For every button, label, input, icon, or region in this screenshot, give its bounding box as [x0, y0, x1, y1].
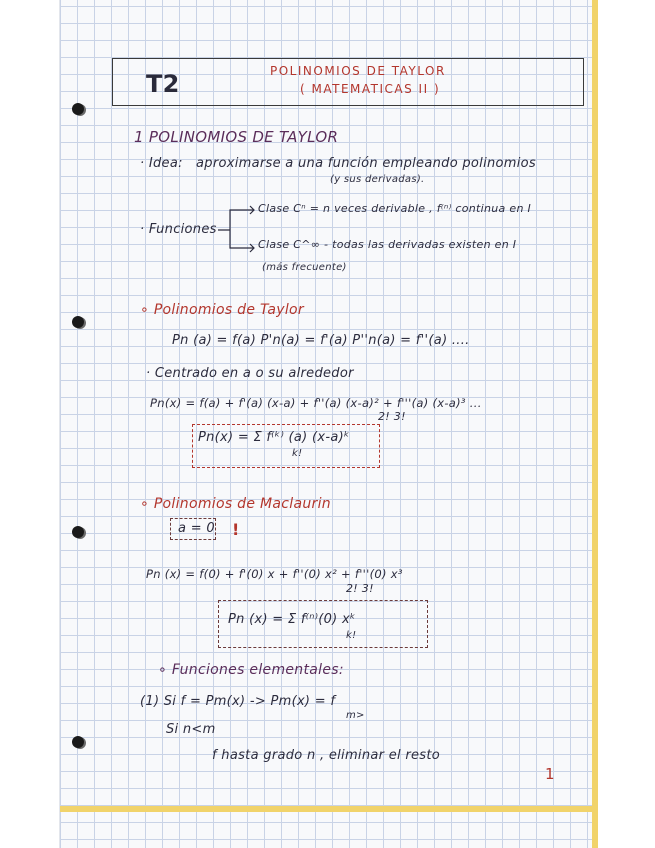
branch-arrow-icon — [210, 200, 260, 260]
maclaurin-formula: Pn (x) = Σ f⁽ⁿ⁾(0) xᵏ — [228, 612, 356, 627]
page-title: POLINOMIOS DE TAYLOR — [270, 64, 446, 78]
taylor-heading: ∘ Polinomios de Taylor — [140, 302, 304, 318]
idea-note: (y sus derivadas). — [330, 174, 425, 185]
elementary-rule-1-subscript: m> — [346, 710, 365, 721]
elementary-rule-3: f hasta grado n , eliminar el resto — [212, 748, 441, 763]
elementary-rule-1: (1) Si f = Pm(x) -> Pm(x) = f — [140, 694, 336, 709]
topic-code: T2 — [146, 70, 180, 98]
taylor-centered: · Centrado en a o su alrededor — [146, 366, 354, 381]
page-edge-bottom — [60, 806, 598, 812]
idea-text: aproximarse a una función empleando polinomios — [196, 156, 537, 171]
class-cinf: Clase C^∞ - todas las derivadas existen en I — [258, 238, 517, 251]
maclaurin-formula-denominator: k! — [346, 630, 357, 641]
taylor-denominators: 2! 3! — [378, 410, 406, 423]
exclamation-mark: ! — [232, 520, 240, 539]
binder-hole — [72, 736, 84, 748]
page-edge-right — [592, 0, 598, 848]
elementary-heading: ∘ Funciones elementales: — [158, 662, 344, 678]
page-number: 1 — [545, 765, 555, 783]
page-subtitle: ( MATEMATICAS II ) — [300, 82, 441, 96]
functions-label: · Funciones — [140, 222, 217, 237]
taylor-formula: Pn(x) = Σ f⁽ᵏ⁾ (a) (x-a)ᵏ — [198, 430, 350, 445]
maclaurin-condition: a = 0 — [178, 521, 215, 536]
elementary-rule-2: Si n<m — [166, 722, 216, 737]
maclaurin-heading: ∘ Polinomios de Maclaurin — [140, 496, 331, 512]
section-heading: 1 POLINOMIOS DE TAYLOR — [134, 128, 339, 146]
most-frequent-note: (más frecuente) — [262, 262, 347, 273]
maclaurin-expansion: Pn (x) = f(0) + f'(0) x + f''(0) x² + f'''(0) x³ — [146, 567, 403, 581]
taylor-derivatives: Pn (a) = f(a) P'n(a) = f'(a) P''n(a) = f''(a) .... — [172, 333, 470, 348]
taylor-expansion: Pn(x) = f(a) + f'(a) (x-a) + f''(a) (x-a)² + f'''(a) (x-a)³ ... — [150, 396, 482, 410]
binder-hole — [72, 316, 84, 328]
binder-hole — [72, 103, 84, 115]
class-cn: Clase Cⁿ = n veces derivable , f⁽ⁿ⁾ continua en I — [258, 202, 532, 215]
maclaurin-denominators: 2! 3! — [346, 582, 374, 595]
taylor-formula-denominator: k! — [292, 448, 303, 459]
binder-hole — [72, 526, 84, 538]
idea-label: · Idea: — [140, 156, 183, 171]
